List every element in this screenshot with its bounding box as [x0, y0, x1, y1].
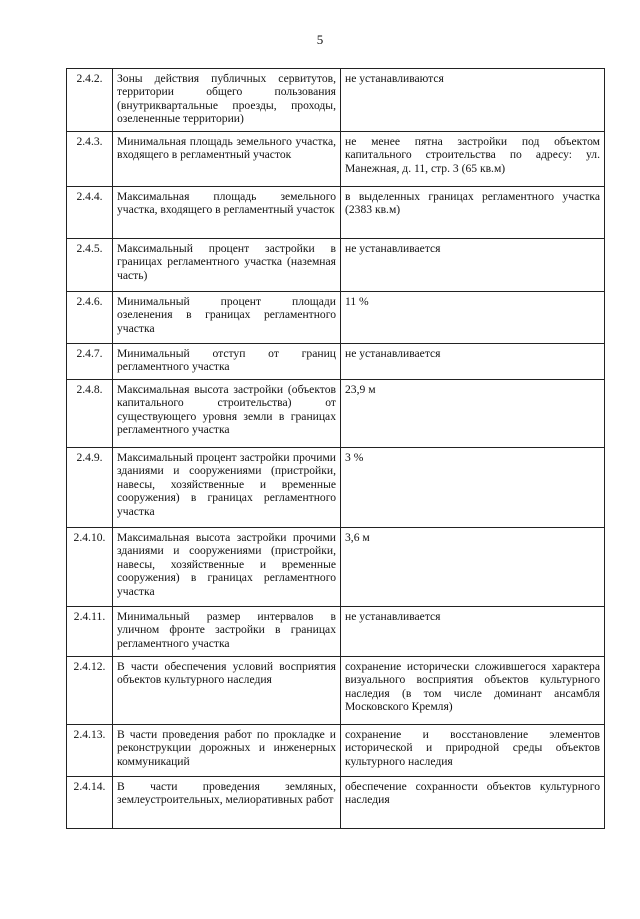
parameter-name: Минимальный процент площади озеленения в границах регламентного участка — [113, 292, 341, 344]
parameter-value: не устанавливается — [341, 239, 605, 292]
table-row — [67, 380, 605, 448]
parameter-name: Минимальная площадь земельного участка, входящего в регламентный участок — [113, 132, 341, 187]
row-number: 2.4.9. — [67, 448, 113, 528]
parameter-value: сохранение исторически сложившегося характера визуального восприятия объектов культурного наследия (в том числе доминант ансамбля Московского Кремля) — [341, 657, 605, 725]
table-row — [67, 292, 605, 344]
parameter-value: 3 % — [341, 448, 605, 528]
row-number: 2.4.6. — [67, 292, 113, 344]
row-number: 2.4.7. — [67, 344, 113, 380]
table-row — [67, 132, 605, 187]
row-number: 2.4.3. — [67, 132, 113, 187]
parameter-name: Максимальный процент застройки прочими зданиями и сооружениями (пристройки, навесы, хозяйственные и временные сооружения) в границах регламентного участка — [113, 448, 341, 528]
parameter-name: В части обеспечения условий восприятия объектов культурного наследия — [113, 657, 341, 725]
parameter-name: Зоны действия публичных сервитутов, территории общего пользования (внутриквартальные проезды, проходы, озелененные территории) — [113, 69, 341, 132]
parameter-name: В части проведения земляных, землеустроительных, мелиоративных работ — [113, 777, 341, 829]
row-number: 2.4.14. — [67, 777, 113, 829]
table-row — [67, 725, 605, 777]
page-number: 5 — [316, 32, 324, 47]
table-row — [67, 448, 605, 528]
parameter-value: не устанавливается — [341, 344, 605, 380]
parameter-value: сохранение и восстановление элементов исторической и природной среды объектов культурного наследия — [341, 725, 605, 777]
table-row — [67, 777, 605, 829]
row-number: 2.4.11. — [67, 607, 113, 657]
parameter-value: не менее пятна застройки под объектом капитального строительства по адресу: ул. Манежная, д. 11, стр. 3 (65 кв.м) — [341, 132, 605, 187]
row-number: 2.4.10. — [67, 528, 113, 607]
parameter-name: Минимальный размер интервалов в уличном фронте застройки в границах регламентного участка — [113, 607, 341, 657]
parameter-name: Максимальная площадь земельного участка, входящего в регламентный участок — [113, 187, 341, 239]
table-row — [67, 187, 605, 239]
parameter-name: Минимальный отступ от границ регламентного участка — [113, 344, 341, 380]
table-row — [67, 657, 605, 725]
parameter-name: Максимальная высота застройки (объектов капитального строительства) от существующего уровня земли в границах регламентного участка — [113, 380, 341, 448]
parameter-value: в выделенных границах регламентного участка (2383 кв.м) — [341, 187, 605, 239]
parameter-value: не устанавливается — [341, 607, 605, 657]
table-row — [67, 69, 605, 132]
regulations-table — [66, 68, 605, 829]
parameter-value: обеспечение сохранности объектов культурного наследия — [341, 777, 605, 829]
table-row — [67, 607, 605, 657]
table-row — [67, 239, 605, 292]
parameter-name: В части проведения работ по прокладке и реконструкции дорожных и инженерных коммуникаций — [113, 725, 341, 777]
table-row — [67, 528, 605, 607]
row-number: 2.4.5. — [67, 239, 113, 292]
row-number: 2.4.13. — [67, 725, 113, 777]
parameter-value: 23,9 м — [341, 380, 605, 448]
parameter-value: 3,6 м — [341, 528, 605, 607]
table-row — [67, 344, 605, 380]
parameter-name: Максимальная высота застройки прочими зданиями и сооружениями (пристройки, навесы, хозяйственные и временные сооружения) в границах регламентного участка — [113, 528, 341, 607]
parameter-value: не устанавливаются — [341, 69, 605, 132]
row-number: 2.4.12. — [67, 657, 113, 725]
row-number: 2.4.4. — [67, 187, 113, 239]
row-number: 2.4.8. — [67, 380, 113, 448]
row-number: 2.4.2. — [67, 69, 113, 132]
parameter-name: Максимальный процент застройки в границах регламентного участка (наземная часть) — [113, 239, 341, 292]
parameter-value: 11 % — [341, 292, 605, 344]
